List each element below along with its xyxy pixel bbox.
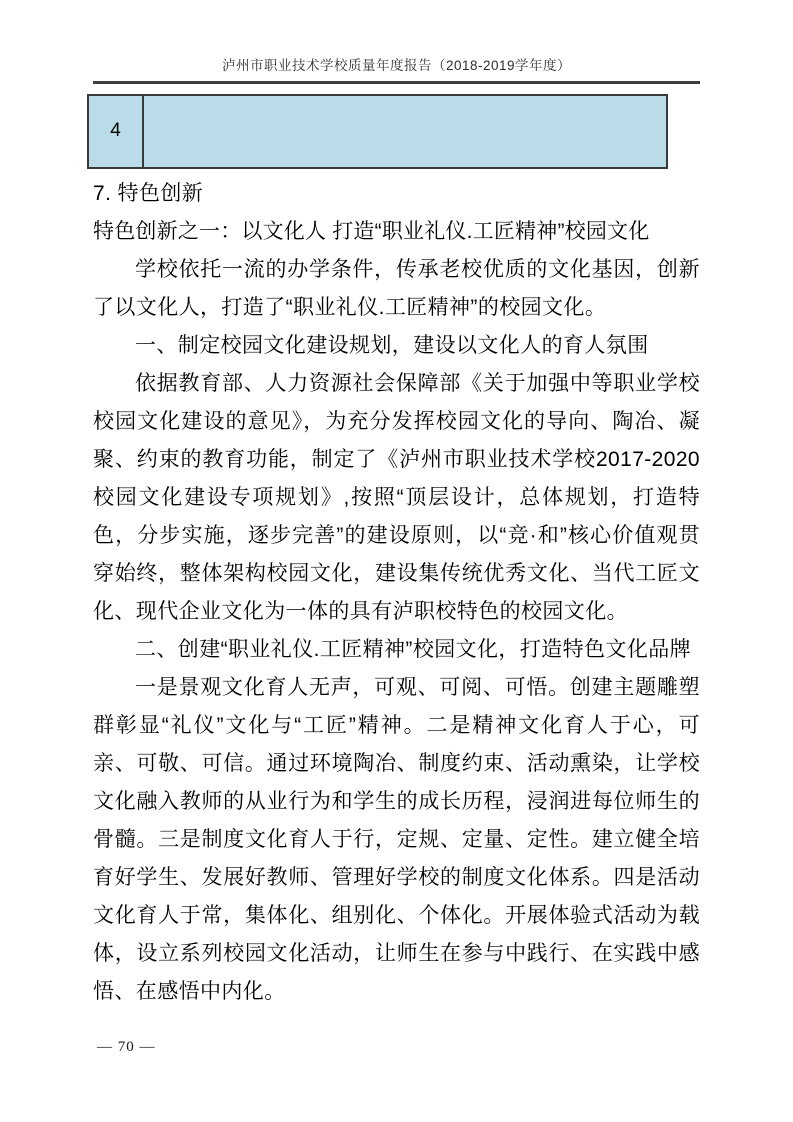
section-heading: 7. 特色创新	[93, 181, 204, 205]
table-fragment	[87, 94, 668, 169]
table-row-content-cell	[144, 96, 666, 167]
feature-title: 特色创新之一：以文化人 打造“职业礼仪.工匠精神”校园文化	[93, 219, 650, 243]
subheading-2: 二、创建“职业礼仪.工匠精神”校园文化，打造特色文化品牌	[135, 637, 692, 661]
document-body	[93, 175, 700, 1011]
running-header	[93, 0, 700, 84]
paragraph-1: 依据教育部、人力资源社会保障部《关于加强中等职业学校校园文化建设的意见》，为充分发挥校园文化的导向、陶冶、凝聚、约束的教育功能，制定了《泸州市职业技术学校2017-2020校园文化建设专项规划》,按照“顶层设计，总体规划，打造特色，分步实施，逐步完善”的建设原则，以“竞·和”核心价值观贯穿始终，整体架构校园文化，建设集传统优秀文化、当代工匠文化、现代企业文化为一体的具有泸职校特色的校园文化。	[93, 371, 700, 623]
table-row-index-cell: 4	[89, 96, 144, 167]
intro-paragraph: 学校依托一流的办学条件，传承老校优质的文化基因，创新了以文化人，打造了“职业礼仪.工匠精神”的校园文化。	[93, 257, 700, 319]
header-rule	[93, 81, 700, 84]
page-number: — 70 —	[97, 1039, 156, 1055]
paragraph-2: 一是景观文化育人无声，可观、可阅、可悟。创建主题雕塑群彰显“礼仪”文化与“工匠”精神。二是精神文化育人于心，可亲、可敬、可信。通过环境陶冶、制度约束、活动熏染，让学校文化融入教师的从业行为和学生的成长历程，浸润进每位师生的骨髓。三是制度文化育人于行，定规、定量、定性。建立健全培育好学生、发展好教师、管理好学校的制度文化体系。四是活动文化育人于常，集体化、组别化、个体化。开展体验式活动为载体，设立系列校园文化活动，让师生在参与中践行、在实践中感悟、在感悟中内化。	[93, 675, 700, 1003]
subheading-1: 一、制定校园文化建设规划，建设以文化人的育人氛围	[135, 333, 649, 357]
report-header-title: 泸州市职业技术学校质量年度报告（2018-2019学年度）	[221, 58, 572, 73]
